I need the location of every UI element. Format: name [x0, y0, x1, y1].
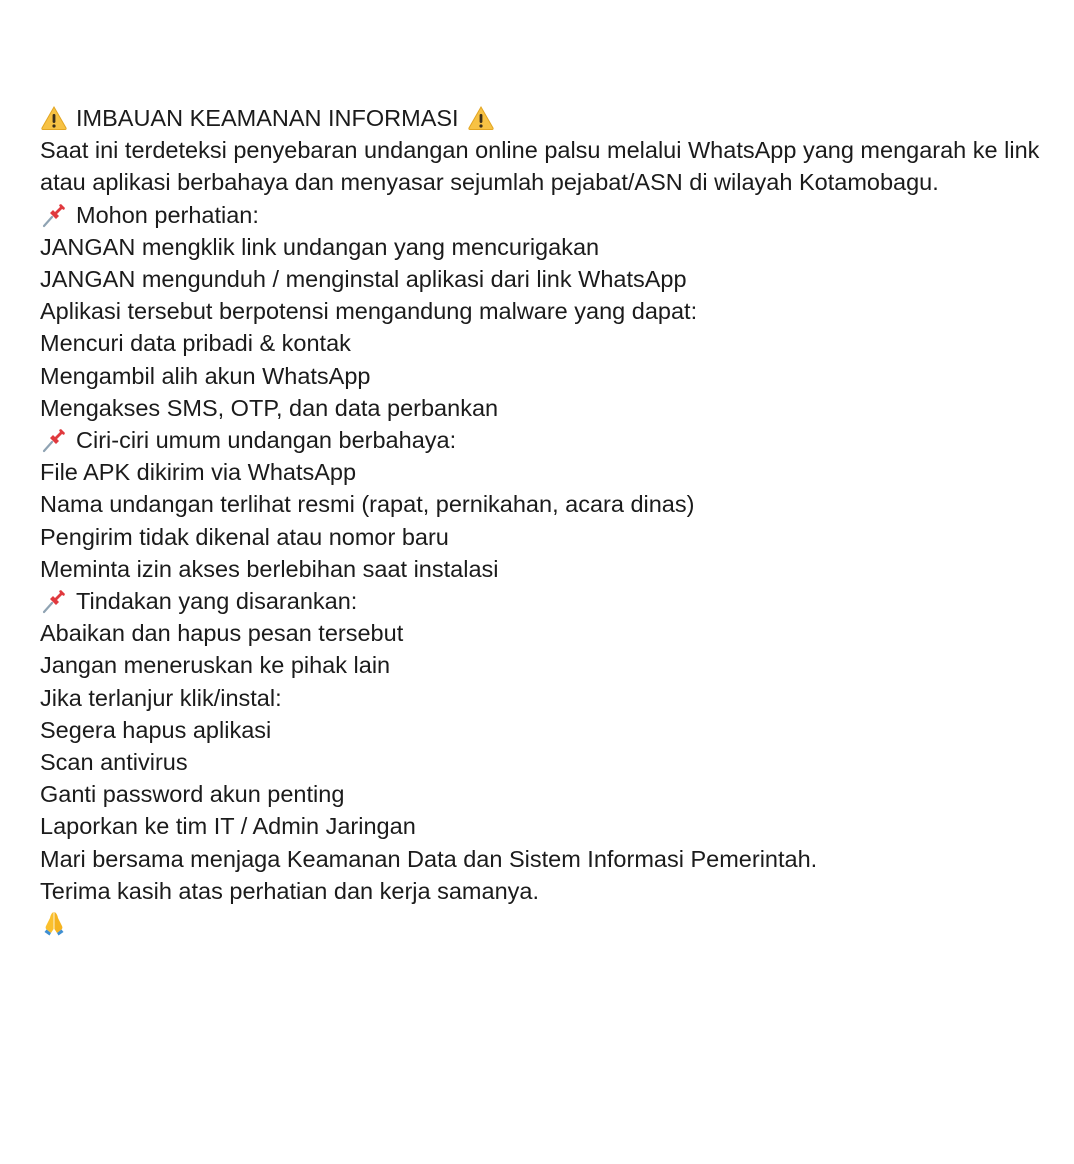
list-item: Aplikasi tersebut berpotensi mengandung malware yang dapat:: [40, 298, 698, 325]
section-heading: [40, 424, 1050, 456]
section-heading: [40, 199, 1050, 231]
list-item: Jika terlanjur klik/instal:: [40, 684, 282, 711]
section-heading-text: Tindakan yang disarankan:: [76, 588, 358, 615]
pushpin-icon: [40, 426, 68, 452]
message-document: [40, 102, 1050, 939]
list-item: Mencuri data pribadi & kontak: [40, 330, 351, 357]
folded-hands-icon: [40, 909, 68, 935]
closing-line: Mari bersama menjaga Keamanan Data dan Sistem Informasi Pemerintah.: [40, 845, 818, 872]
list-item: JANGAN mengunduh / menginstal aplikasi dari link WhatsApp: [40, 266, 687, 293]
list-item: Segera hapus aplikasi: [40, 716, 272, 743]
pushpin-icon: [40, 587, 68, 613]
list-item: Nama undangan terlihat resmi (rapat, pernikahan, acara dinas): [40, 491, 695, 518]
list-item: File APK dikirim via WhatsApp: [40, 459, 357, 486]
warning-icon: [40, 104, 68, 130]
section-heading-text: Mohon perhatian:: [76, 201, 259, 228]
section-heading: [40, 585, 1050, 617]
list-item: Abaikan dan hapus pesan tersebut: [40, 620, 404, 647]
document-title-line: [40, 102, 1050, 134]
list-item: Scan antivirus: [40, 749, 188, 776]
list-item: Jangan meneruskan ke pihak lain: [40, 652, 391, 679]
closing-emoji-line: [40, 907, 1050, 939]
document-title: IMBAUAN KEAMANAN INFORMASI: [76, 105, 459, 131]
pushpin-icon: [40, 201, 68, 227]
list-item: JANGAN mengklik link undangan yang mencurigakan: [40, 233, 600, 260]
list-item: Mengambil alih akun WhatsApp: [40, 362, 371, 389]
warning-icon: [467, 104, 495, 130]
closing-line: Terima kasih atas perhatian dan kerja samanya.: [40, 877, 539, 904]
list-item: Meminta izin akses berlebihan saat instalasi: [40, 555, 499, 582]
list-item: Laporkan ke tim IT / Admin Jaringan: [40, 813, 416, 840]
intro-paragraph: Saat ini terdeteksi penyebaran undangan online palsu melalui WhatsApp yang mengarah ke link atau aplikasi berbahaya dan menyasar sejumlah pejabat/ASN di wilayah Kotamobagu.: [40, 137, 1040, 196]
section-heading-text: Ciri-ciri umum undangan berbahaya:: [76, 427, 457, 454]
list-item: Mengakses SMS, OTP, dan data perbankan: [40, 394, 499, 421]
list-item: Ganti password akun penting: [40, 781, 345, 808]
list-item: Pengirim tidak dikenal atau nomor baru: [40, 523, 449, 550]
